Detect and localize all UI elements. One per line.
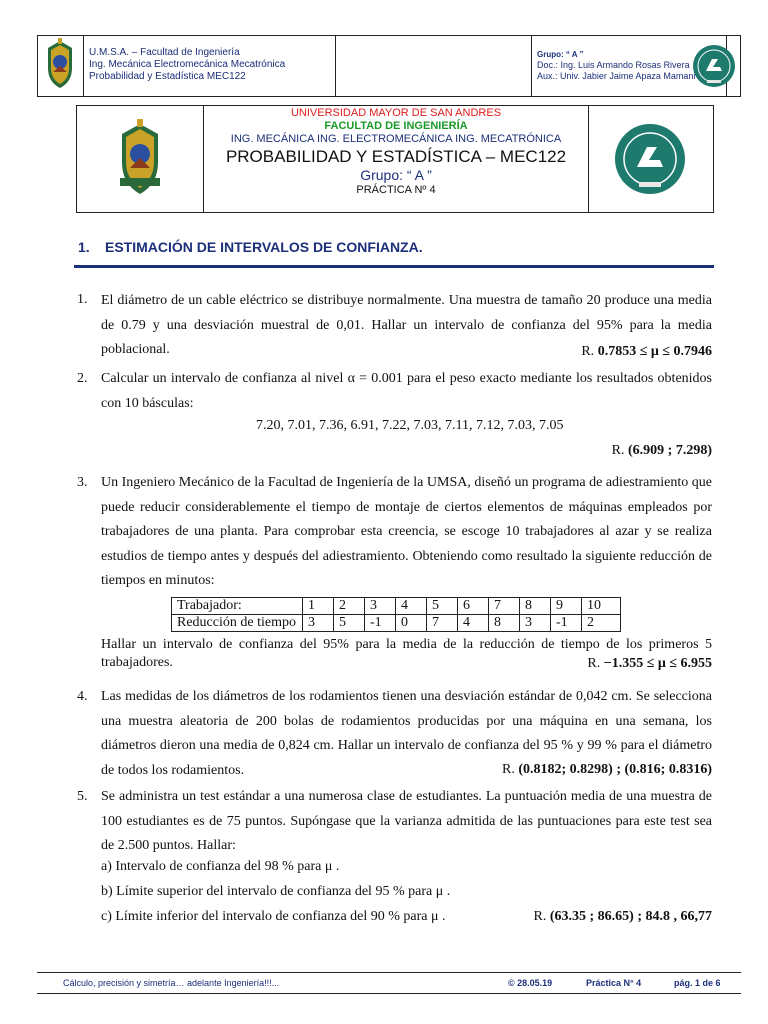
problem-2-text: Calcular un intervalo de confianza al nivel α = 0.001 para el peso exacto mediante los resultados obtenidos con 10 básculas: [101, 371, 712, 411]
answer-value: −1.355 ≤ μ ≤ 6.955 [603, 656, 712, 671]
table-cell: 0 [396, 615, 427, 632]
table-cell: 3 [303, 615, 334, 632]
problem-4-number: 4. [77, 689, 88, 704]
section-number: 1. [78, 239, 90, 255]
header-institution: U.M.S.A. – Facultad de Ingeniería [89, 47, 240, 58]
title-box [76, 105, 714, 213]
university-name: UNIVERSIDAD MAYOR DE SAN ANDRES [290, 107, 502, 119]
problem-2-answer [612, 443, 712, 459]
table-cell: 3 [365, 598, 396, 615]
header-logo-cell [38, 36, 84, 96]
problem-4-text: Las medidas de los diámetros de los rodamientos tienen una desviación estándar de 0,042 cm. Se selecciona una muestra aleatoria de 200 bolas de rodamientos producidas por una máquina en una semana, los diámetros dieron una media de 0,824 cm. Hallar un intervalo de confianza del 95 % y 99 % para el diámetro de todos los rodamientos. [101, 689, 712, 778]
answer-prefix: R. [581, 344, 595, 359]
problem-2-data: 7.20, 7.01, 7.36, 6.91, 7.22, 7.03, 7.11, 7.12, 7.03, 7.05 [256, 418, 564, 433]
answer-value: 0.7853 ≤ μ ≤ 0.7946 [597, 344, 712, 359]
table-cell: 10 [582, 598, 621, 615]
table-cell: 4 [396, 598, 427, 615]
problem-5-number: 5. [77, 789, 88, 804]
faculty-seal-icon [691, 43, 737, 89]
problem-2-number: 2. [77, 371, 88, 386]
table-row [172, 598, 621, 615]
umsa-crest-icon [38, 36, 83, 96]
problem-1-answer [581, 344, 712, 360]
careers-line: ING. MECÁNICA ING. ELECTROMECÁNICA ING. MECATRÓNICA [230, 133, 562, 145]
header-group: Grupo: “ A ” [537, 50, 584, 59]
table-cell: -1 [551, 615, 582, 632]
table-cell: -1 [365, 615, 396, 632]
problem-1-text: El diámetro de un cable eléctrico se distribuye normalmente. Una muestra de tamaño 20 produce una media de 0.79 y una desviación muestral de 0,01. Hallar un intervalo de confianza del 95% para la media poblacional. [101, 293, 712, 357]
header-teacher: Doc.: Ing. Luis Armando Rosas Rivera [537, 60, 690, 70]
table-cell: 4 [458, 615, 489, 632]
table-cell: 5 [427, 598, 458, 615]
problem-3-text: Un Ingeniero Mecánico de la Facultad de Ingeniería de la UMSA, diseñó un programa de adiestramiento que puede reducir considerablemente el tiempo de montaje de ciertos elementos de máquinas empleados por trabajadores de una planta. Para comprobar esta creencia, se escoge 10 trabajadores al azar y se realiza estudios de tiempo antes y después del adiestramiento. Obteniendo como resultado la siguiente reducción de tiempos en minutos: [101, 475, 712, 588]
footer-date: © 28.05.19 [508, 978, 553, 988]
answer-value: (6.909 ; 7.298) [628, 443, 712, 458]
section-heading [78, 239, 423, 255]
problem-3-answer [587, 656, 712, 672]
answer-prefix: R. [611, 443, 625, 458]
problem-3-question: Hallar un intervalo de confianza del 95% para la media de la reducción de tiempo de los primeros 5 trabajadores. [101, 637, 712, 670]
problem-5-item-b: b) Límite superior del intervalo de confianza del 95 % para μ . [101, 884, 451, 899]
header-assistant: Aux.: Univ. Jabier Jaime Apaza Mamani [537, 71, 696, 81]
problem-5-item-c: c) Límite inferior del intervalo de confianza del 90 % para μ . [101, 909, 446, 924]
table-row [172, 615, 621, 632]
data-table [171, 597, 621, 632]
answer-prefix: R. [587, 656, 601, 671]
section-divider [74, 265, 714, 268]
title-logo-cell [77, 106, 204, 212]
course-title: PROBABILIDAD Y ESTADÍSTICA – MEC122 [225, 147, 567, 166]
answer-value: (0.8182; 0.8298) ; (0.816; 0.8316) [518, 762, 712, 777]
answer-prefix: R. [533, 909, 547, 924]
page-header [37, 35, 741, 97]
problem-3-number: 3. [77, 475, 88, 490]
page-footer [37, 972, 741, 994]
header-info-cell [83, 36, 336, 96]
header-course: Probabilidad y Estadística MEC122 [89, 71, 246, 82]
problem-5-text: Se administra un test estándar a una numerosa clase de estudiantes. La puntuación media de una muestra de 100 estudiantes es de 75 puntos. Supóngase que la varianza admitida de las puntuaciones para este test sea de 2.500 puntos. Hallar: [101, 789, 712, 853]
footer-motto: Cálculo, precisión y simetría… adelante Ingeniería!!!... [63, 978, 280, 988]
title-seal-cell [588, 106, 713, 212]
header-careers: Ing. Mecánica Electromecánica Mecatrónica [89, 59, 286, 70]
table-cell: Reducción de tiempo [172, 615, 303, 632]
table-cell: 2 [334, 598, 365, 615]
problem-5-answer [534, 909, 713, 925]
faculty-name: FACULTAD DE INGENIERÍA [324, 120, 468, 132]
problem-5-item-a: a) Intervalo de confianza del 98 % para μ . [101, 859, 340, 874]
practice-label: PRÁCTICA Nº 4 [356, 184, 436, 196]
umsa-crest-icon [112, 118, 168, 202]
table-cell: 1 [303, 598, 334, 615]
answer-value: (63.35 ; 86.65) ; 84.8 , 66,77 [549, 909, 712, 924]
section-title: ESTIMACIÓN DE INTERVALOS DE CONFIANZA. [105, 239, 423, 255]
table-cell: 3 [520, 615, 551, 632]
table-cell: 7 [427, 615, 458, 632]
table-cell: 5 [334, 615, 365, 632]
table-cell: 6 [458, 598, 489, 615]
title-text-cell [203, 106, 589, 212]
table-cell: 2 [582, 615, 621, 632]
table-cell: 7 [489, 598, 520, 615]
problem-1-number: 1. [77, 292, 88, 307]
footer-practice: Práctica N° 4 [586, 978, 642, 988]
problem-4-answer [502, 762, 712, 778]
answer-prefix: R. [502, 762, 515, 777]
group-label: Grupo: “ A ” [360, 167, 432, 183]
table-cell: Trabajador: [172, 598, 303, 615]
table-cell: 8 [489, 615, 520, 632]
table-cell: 8 [520, 598, 551, 615]
header-blank-cell [335, 36, 532, 96]
table-cell: 9 [551, 598, 582, 615]
faculty-seal-icon [613, 122, 687, 196]
footer-page-number: pág. 1 de 6 [674, 978, 721, 988]
